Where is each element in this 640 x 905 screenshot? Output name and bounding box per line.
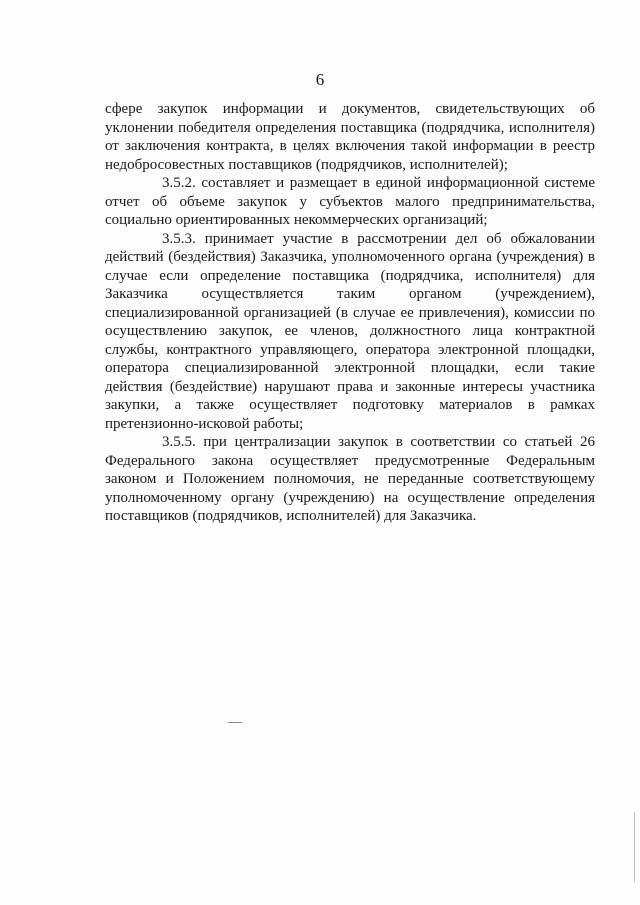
- paragraph-3-5-5: 3.5.5. при централизации закупок в соответствии со статьей 26 Федерального закона осуществляет предусмотренные Федеральным законом и Положением полномочия, не переданные соответствующему уполномоченному органу (учреждению) на осуществление определения поставщиков (подрядчиков, исполнителей) для Заказчика.: [105, 434, 595, 524]
- paragraph-3-5-2: 3.5.2. составляет и размещает в единой информационной системе отчет об объеме закупок у субъектов малого предпринимательства, социально ориентированных некоммерческих организаций;: [105, 175, 595, 228]
- body-text: [105, 100, 595, 526]
- scan-mark: [228, 722, 242, 723]
- paragraph-3-5-3: 3.5.3. принимает участие в рассмотрении дел об обжаловании действий (бездействия) Заказчика, уполномоченного органа (учреждения) в случае если определение поставщика (подрядчика, исполнителя) для Заказчика осуществляется таким органом (учреждением), специализированной организацией (в случае ее привлечения), комиссии по осуществлению закупок, ее членов, должностного лица контрактной службы, контрактного управляющего, оператора электронной площадки, оператора специализированной электронной площадки, если такие действия (бездействие) нарушают права и законные интересы участника закупки, а также осуществляет подготовку материалов в рамках претензионно-исковой работы;: [105, 230, 595, 432]
- paragraph-continuation: сфере закупок информации и документов, свидетельствующих об уклонении победителя определения поставщика (подрядчика, исполнителя) от заключения контракта, в целях включения такой информации в реестр недобросовестных поставщиков (подрядчиков, исполнителей);: [105, 101, 595, 173]
- page-number: 6: [315, 70, 325, 89]
- scan-edge-line: [634, 812, 635, 882]
